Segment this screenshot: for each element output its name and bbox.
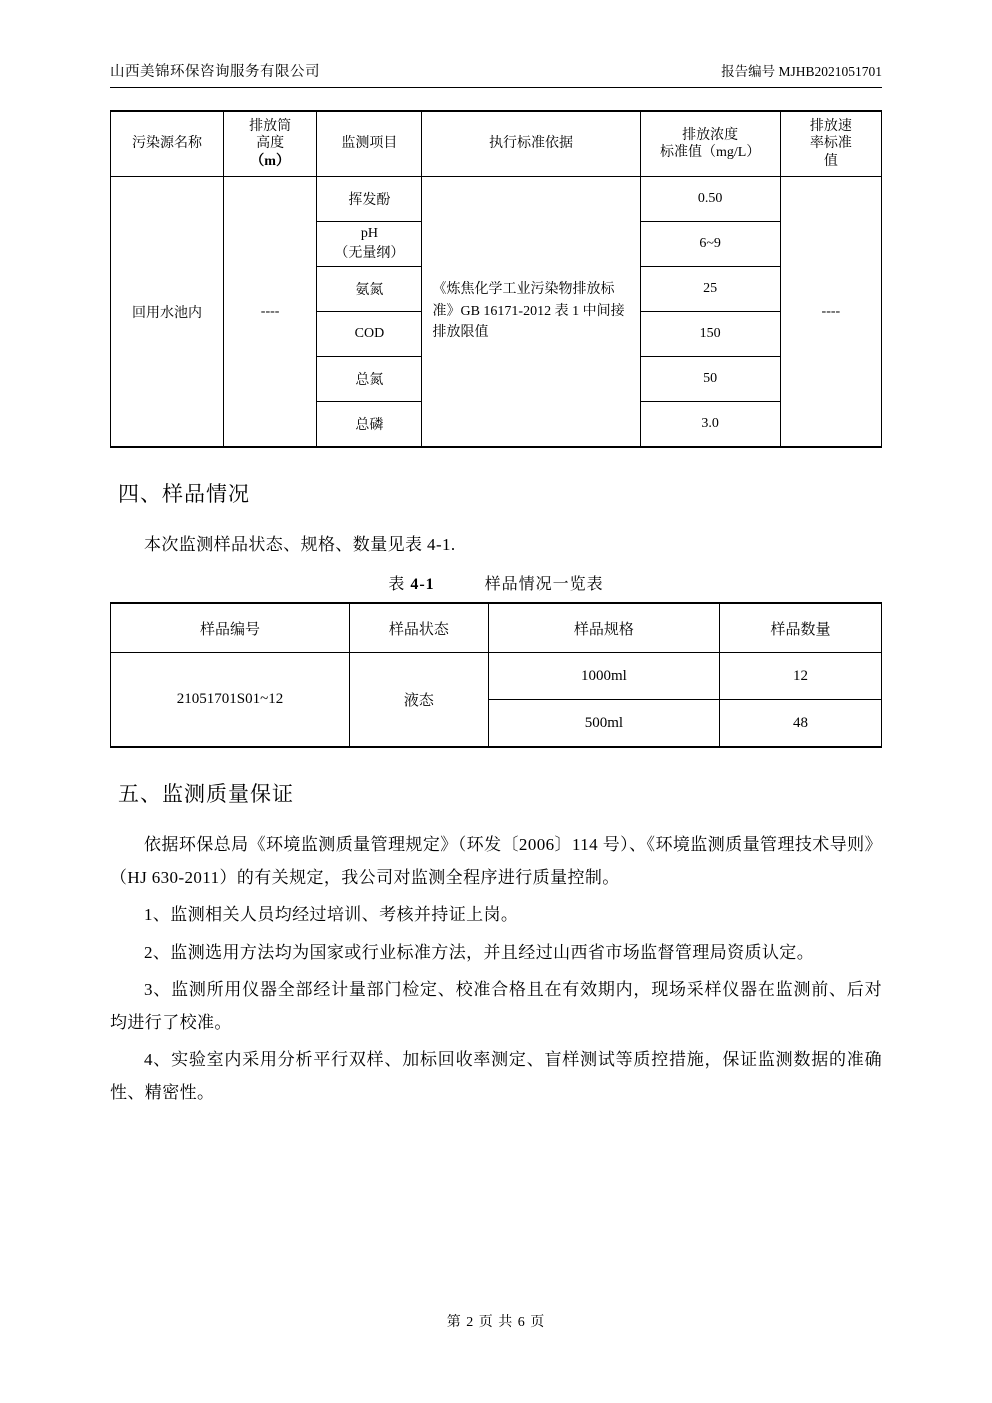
cell-item-2 — [317, 222, 422, 267]
table-4-1-caption — [110, 571, 882, 594]
section-heading-4: 四、样品情况 — [118, 483, 250, 506]
table-header-row — [111, 603, 882, 653]
col-header-rate — [780, 111, 881, 177]
col-header-sample-no: 样品编号 — [111, 603, 350, 653]
cell-source-name: 回用水池内 — [111, 177, 224, 448]
section5-paragraph-5: 4、实验室内采用分析平行双样、加标回收率测定、盲样测试等质控措施，保证监测数据的准确性、精密性。 — [110, 1049, 882, 1103]
cell-sample-state: 液态 — [350, 653, 489, 748]
page-header — [110, 60, 882, 88]
table-header-row — [111, 111, 882, 177]
cell-item-2-line2: （无量纲） — [334, 246, 405, 261]
col-header-concentration — [640, 111, 780, 177]
cell-sample-spec-2: 500ml — [488, 700, 719, 748]
caption-prefix: 表 — [388, 576, 406, 594]
cell-item-2-line1: pH — [360, 226, 378, 241]
col-header-stack-height-line3: （m） — [250, 153, 290, 169]
col-header-sample-state: 样品状态 — [350, 603, 489, 653]
section5-paragraph-2: 1、监测相关人员均经过培训、考核并持证上岗。 — [144, 905, 519, 925]
cell-item-4: COD — [317, 312, 422, 357]
cell-item-3: 氨氮 — [317, 267, 422, 312]
cell-item-1: 挥发酚 — [317, 177, 422, 222]
section5-paragraph-3: 2、监测选用方法均为国家或行业标准方法，并且经过山西省市场监督管理局资质认定。 — [144, 942, 815, 962]
cell-rate-value: ---- — [780, 177, 881, 448]
section-heading-5: 五、监测质量保证 — [118, 783, 294, 807]
cell-sample-no: 21051701S01~12 — [111, 653, 350, 748]
section5-paragraph-1: 依据环保总局《环境监测质量管理规定》（环发〔2006〕114 号）、《环境监测质量管理技术导则》（HJ 630-2011）的有关规定，我公司对监测全程序进行质量控制。 — [110, 835, 882, 888]
col-header-monitor-item: 监测项目 — [317, 111, 422, 177]
col-header-rate-line2: 率标准 — [809, 136, 852, 152]
cell-limit-1: 0.50 — [640, 177, 780, 222]
cell-item-5: 总氮 — [317, 357, 422, 402]
col-header-sample-count: 样品数量 — [720, 603, 882, 653]
cell-item-6: 总磷 — [317, 402, 422, 448]
cell-stack-height: ---- — [223, 177, 316, 448]
cell-sample-count-1: 12 — [720, 653, 882, 700]
sample-info-table — [110, 602, 882, 748]
section4-intro: 本次监测样品状态、规格、数量见表 4-1. — [144, 535, 456, 554]
col-header-standard-basis: 执行标准依据 — [422, 111, 640, 177]
col-header-rate-line1: 排放速 — [809, 118, 852, 134]
col-header-stack-height-line1: 排放筒 — [249, 118, 292, 134]
col-header-stack-height-line2: 高度 — [256, 136, 285, 152]
page-footer: 第 2 页 共 6 页 — [446, 1315, 546, 1330]
table-row — [111, 177, 882, 222]
cell-limit-6: 3.0 — [640, 402, 780, 448]
table-row — [111, 653, 882, 700]
header-company: 山西美锦环保咨询服务有限公司 — [110, 64, 320, 80]
section5-paragraph-4: 3、监测所用仪器全部经计量部门检定、校准合格且在有效期内，现场采样仪器在监测前、后对均进行了校准。 — [110, 979, 882, 1032]
cell-sample-spec-1: 1000ml — [488, 653, 719, 700]
cell-limit-4: 150 — [640, 312, 780, 357]
col-header-concentration-line2: 标准值（mg/L） — [659, 145, 761, 160]
cell-limit-2: 6~9 — [640, 222, 780, 267]
cell-sample-count-2: 48 — [720, 700, 882, 748]
col-header-source: 污染源名称 — [111, 111, 224, 177]
cell-limit-5: 50 — [640, 357, 780, 402]
col-header-rate-line3: 值 — [823, 153, 838, 169]
col-header-sample-spec: 样品规格 — [488, 603, 719, 653]
caption-number: 4-1 — [410, 576, 435, 594]
cell-standard-basis: 《炼焦化学工业污染物排放标准》GB 16171-2012 表 1 中间接排放限值 — [422, 177, 640, 448]
col-header-concentration-line1: 排放浓度 — [682, 127, 739, 143]
caption-title: 样品情况一览表 — [484, 576, 604, 594]
emission-standards-table — [110, 110, 882, 448]
col-header-stack-height — [223, 111, 316, 177]
cell-limit-3: 25 — [640, 267, 780, 312]
header-report-number: 报告编号 MJHB2021051701 — [721, 64, 882, 79]
